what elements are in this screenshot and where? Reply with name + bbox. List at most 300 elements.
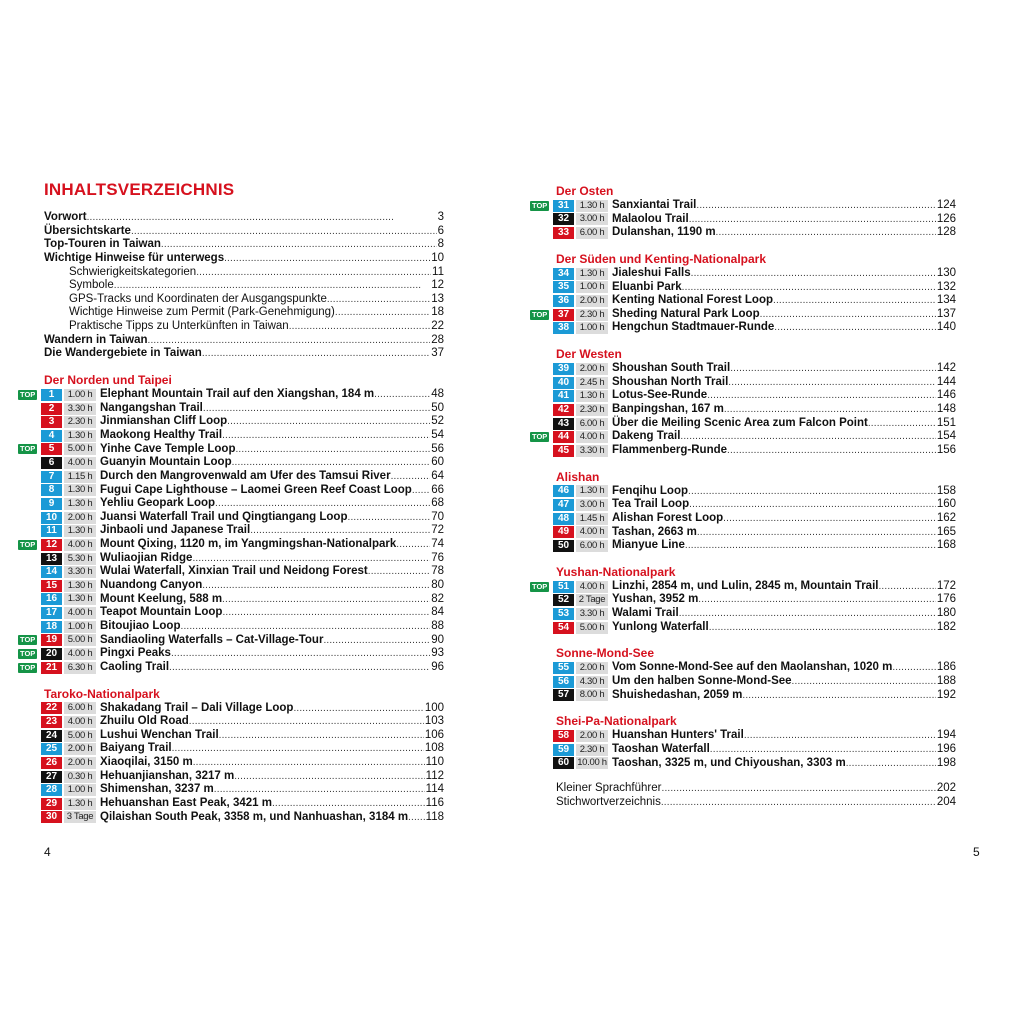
dot-leader: [728, 376, 936, 390]
toc-entry-title: Wichtige Hinweise für unterwegs: [44, 251, 225, 264]
tour-page: 74: [431, 538, 444, 551]
dot-leader: [408, 811, 425, 825]
tour-title: Hengchun Stadtmauer-Runde: [612, 321, 775, 334]
top-slot: [530, 310, 553, 320]
dot-leader: [202, 347, 430, 361]
tour-entry[interactable]: [18, 634, 444, 648]
tour-number-badge: 5: [41, 443, 62, 455]
tour-page: 54: [431, 428, 444, 441]
tour-duration: 1.45 h: [576, 513, 608, 525]
tour-page: 140: [936, 321, 956, 334]
tour-number-badge: 56: [553, 676, 574, 688]
tour-entry[interactable]: [530, 321, 956, 335]
tour-title: Shoushan North Trail: [612, 375, 729, 388]
tour-entry[interactable]: [530, 226, 956, 240]
tour-entry[interactable]: [18, 702, 444, 716]
tour-entry[interactable]: [18, 661, 444, 675]
tour-number-badge: 60: [553, 757, 574, 769]
toc-entry-title: Schwierigkeitskategorien: [69, 265, 197, 278]
tour-entry[interactable]: [18, 797, 444, 811]
tour-entry[interactable]: [18, 620, 444, 634]
tour-duration: 2.00 h: [64, 757, 96, 769]
tour-duration: 4.00 h: [64, 457, 96, 469]
page-number-right: 5: [973, 845, 980, 859]
tour-duration: 1.15 h: [64, 471, 96, 483]
tour-duration: 1.00 h: [64, 621, 96, 633]
tour-page: 198: [936, 756, 956, 769]
toc-entry[interactable]: [530, 796, 956, 810]
tour-title: Maokong Healthy Trail: [100, 428, 223, 441]
dot-leader: [222, 593, 430, 607]
tour-duration: 6.00 h: [576, 418, 608, 430]
dot-leader: [691, 267, 936, 281]
tour-number-badge: 37: [553, 309, 574, 321]
top-badge: TOP: [20, 635, 36, 645]
tour-number-badge: 16: [41, 593, 62, 605]
tour-duration: 3.00 h: [576, 499, 608, 511]
tour-entry[interactable]: [18, 497, 444, 511]
tour-entry[interactable]: [530, 267, 956, 281]
tour-title: Vom Sonne-Mond-See auf den Maolanshan, 1020 m: [612, 661, 893, 674]
tour-entry[interactable]: [530, 593, 956, 607]
dot-leader: [689, 498, 936, 512]
tour-entry[interactable]: [18, 742, 444, 756]
tour-number-badge: 51: [553, 581, 574, 593]
tour-page: 116: [425, 796, 444, 809]
tour-number-badge: 9: [41, 498, 62, 510]
tour-entry[interactable]: [18, 456, 444, 470]
toc-entry-page: 37: [431, 347, 444, 360]
tour-number-badge: 48: [553, 513, 574, 525]
tour-entry[interactable]: [18, 783, 444, 797]
tour-duration: 2.30 h: [576, 404, 608, 416]
tour-page: 108: [424, 742, 444, 755]
toc-entry-title: Übersichtskarte: [44, 224, 131, 237]
top-slot: [18, 444, 41, 454]
tour-entry[interactable]: [18, 470, 444, 484]
tour-page: 72: [431, 524, 444, 537]
tour-entry[interactable]: [530, 498, 956, 512]
tour-entry[interactable]: [18, 443, 444, 457]
tour-title: Caoling Trail: [100, 660, 170, 673]
page-number-left: 4: [44, 845, 51, 859]
tour-page: 148: [936, 403, 956, 416]
tour-entry[interactable]: [530, 308, 956, 322]
region-section: [530, 252, 956, 335]
tour-page: 96: [431, 660, 444, 673]
tour-duration: 2.30 h: [576, 744, 608, 756]
tour-entry[interactable]: [530, 757, 956, 771]
region-section: [18, 687, 444, 825]
toc-entry-page: 6: [437, 224, 444, 237]
tour-title: Mianyue Line: [612, 539, 685, 552]
dot-leader: [235, 443, 430, 457]
tour-page: 142: [936, 362, 956, 375]
tour-title: Bitoujiao Loop: [100, 619, 181, 632]
tour-entry[interactable]: [18, 715, 444, 729]
tour-title: Kenting National Forest Loop: [612, 294, 773, 307]
tour-page: 144: [936, 375, 956, 388]
tour-number-badge: 41: [553, 390, 574, 402]
tour-title: Wuliaojian Ridge: [100, 551, 193, 564]
top-badge: TOP: [20, 662, 36, 672]
tour-duration: 10.00 h: [577, 757, 607, 769]
tour-title: Hehuanjianshan, 3217 m: [100, 769, 235, 782]
tour-number-badge: 42: [553, 404, 574, 416]
tour-number-badge: 2: [41, 403, 62, 415]
toc-entry-title: Kleiner Sprachführer: [556, 782, 662, 795]
tour-title: Shimenshan, 3237 m: [100, 783, 214, 796]
tour-title: Juansi Waterfall Trail und Qingtiangang Loop: [100, 510, 348, 523]
tour-entry[interactable]: [530, 729, 956, 743]
dot-leader: [289, 320, 431, 334]
right-sections: [530, 184, 956, 770]
tour-entry[interactable]: [530, 294, 956, 308]
tour-entry[interactable]: [18, 402, 444, 416]
dot-leader: [250, 524, 430, 538]
tour-title: Fenqihu Loop: [612, 484, 689, 497]
tour-number-badge: 38: [553, 322, 574, 334]
dot-leader: [214, 783, 425, 797]
dot-leader: [846, 757, 936, 771]
tour-title: Walami Trail: [612, 607, 679, 620]
tour-number-badge: 36: [553, 295, 574, 307]
tour-page: 168: [936, 539, 956, 552]
tour-entry[interactable]: [18, 429, 444, 443]
top-slot: [18, 390, 41, 400]
tour-entry[interactable]: [530, 526, 956, 540]
tour-entry[interactable]: [530, 403, 956, 417]
tour-entry[interactable]: [18, 538, 444, 552]
tour-number-badge: 17: [41, 607, 62, 619]
tour-duration: 1.30 h: [64, 498, 96, 510]
tour-number-badge: 52: [553, 594, 574, 606]
tour-number-badge: 6: [41, 457, 62, 469]
tour-duration: 1.00 h: [64, 389, 96, 401]
tour-page: 82: [431, 592, 444, 605]
tour-number-badge: 53: [553, 608, 574, 620]
tour-entry[interactable]: [18, 484, 444, 498]
tour-entry[interactable]: [530, 430, 956, 444]
tour-entry[interactable]: [18, 756, 444, 770]
tour-title: Dulanshan, 1190 m: [612, 226, 716, 239]
toc-entry[interactable]: [18, 334, 444, 348]
tour-entry[interactable]: [18, 388, 444, 402]
top-badge: TOP: [532, 581, 548, 591]
tour-duration: 3.30 h: [576, 608, 608, 620]
tour-entry[interactable]: [18, 770, 444, 784]
tour-duration: 4.00 h: [64, 539, 96, 551]
dot-leader: [161, 238, 437, 252]
tour-duration: 2 Tage: [576, 594, 608, 606]
dot-leader: [215, 497, 430, 511]
toc-entry-title: Top-Touren in Taiwan: [44, 238, 161, 251]
tour-entry[interactable]: [530, 417, 956, 431]
tour-duration: 1.30 h: [64, 580, 96, 592]
tour-title: Xiaoqilai, 3150 m: [100, 756, 193, 769]
dot-leader: [87, 211, 437, 225]
dot-leader: [682, 281, 936, 295]
tour-page: 78: [431, 565, 444, 578]
dot-leader: [222, 429, 430, 443]
tour-number-badge: 19: [41, 634, 62, 646]
region-section: [530, 347, 956, 457]
tour-number-badge: 49: [553, 526, 574, 538]
tour-title: Sheding Natural Park Loop: [612, 307, 760, 320]
tour-number-badge: 59: [553, 744, 574, 756]
toc-entry-title: Die Wandergebiete in Taiwan: [44, 347, 202, 360]
dot-leader: [689, 213, 936, 227]
tour-title: Fugui Cape Lighthouse – Laomei Green Reef Coast Loop: [100, 483, 412, 496]
tour-page: 130: [936, 266, 956, 279]
tour-title: Malaolou Trail: [612, 212, 689, 225]
tour-number-badge: 35: [553, 281, 574, 293]
tour-duration: 3.30 h: [64, 403, 96, 415]
region-heading: Shei-Pa-Nationalpark: [556, 714, 677, 729]
tour-entry[interactable]: [18, 552, 444, 566]
left-column: [18, 211, 444, 836]
tour-page: 64: [431, 469, 444, 482]
tour-page: 103: [424, 715, 444, 728]
tour-title: Tashan, 2663 m: [612, 525, 697, 538]
tour-number-badge: 39: [553, 363, 574, 375]
tour-duration: 6.00 h: [576, 227, 608, 239]
tour-page: 188: [936, 675, 956, 688]
tour-page: 146: [936, 389, 956, 402]
tour-title: Guanyin Mountain Loop: [100, 456, 232, 469]
dot-leader: [760, 308, 936, 322]
tour-number-badge: 27: [41, 771, 62, 783]
toc-entry[interactable]: [18, 293, 444, 307]
top-badge: TOP: [20, 649, 36, 659]
dot-leader: [391, 470, 431, 484]
tour-number-badge: 12: [41, 539, 62, 551]
tour-title: Baiyang Trail: [100, 742, 172, 755]
tour-entry[interactable]: [18, 606, 444, 620]
toc-entry[interactable]: [18, 266, 444, 280]
dot-leader: [219, 729, 424, 743]
tour-duration: 2.00 h: [64, 743, 96, 755]
tour-duration: 2.00 h: [576, 363, 608, 375]
tour-title: Shuishedashan, 2059 m: [612, 688, 743, 701]
dot-leader: [323, 634, 430, 648]
tour-number-badge: 54: [553, 622, 574, 634]
tour-title: Lotus-See-Runde: [612, 389, 708, 402]
top-slot: [18, 649, 41, 659]
dot-leader: [688, 485, 936, 499]
tour-page: 126: [936, 212, 956, 225]
toc-entry-page: 3: [437, 211, 444, 223]
tour-entry[interactable]: [530, 607, 956, 621]
tour-page: 100: [424, 701, 444, 714]
region-heading: Der Süden und Kenting-Nationalpark: [556, 251, 767, 266]
dot-leader: [773, 294, 936, 308]
tour-page: 52: [431, 415, 444, 428]
top-badge: TOP: [20, 444, 36, 454]
tour-title: Yunlong Waterfall: [612, 620, 709, 633]
tour-page: 162: [936, 511, 956, 524]
tour-title: Sanxiantai Trail: [612, 199, 697, 211]
tour-title: Durch den Mangrovenwald am Ufer des Tamsui River: [100, 469, 391, 482]
tour-entry[interactable]: [18, 524, 444, 538]
dot-leader: [724, 403, 936, 417]
toc-entry[interactable]: [18, 225, 444, 239]
tour-entry[interactable]: [530, 580, 956, 594]
dot-leader: [189, 715, 424, 729]
tour-title: Teapot Mountain Loop: [100, 606, 223, 619]
intro-list: [18, 211, 444, 361]
tour-entry[interactable]: [530, 689, 956, 703]
tour-duration: 1.30 h: [64, 798, 96, 810]
tour-entry[interactable]: [530, 213, 956, 227]
tour-entry[interactable]: [18, 811, 444, 825]
appendix-list: [530, 782, 956, 809]
tour-entry[interactable]: [530, 376, 956, 390]
dot-leader: [222, 606, 430, 620]
tour-page: 84: [431, 606, 444, 619]
tour-page: 50: [431, 401, 444, 414]
tour-number-badge: 10: [41, 512, 62, 524]
toc-entry[interactable]: [18, 306, 444, 320]
tour-duration: 3.30 h: [64, 566, 96, 578]
tour-number-badge: 25: [41, 743, 62, 755]
dot-leader: [742, 689, 935, 703]
tour-entry[interactable]: [530, 539, 956, 553]
tour-number-badge: 11: [41, 525, 62, 537]
tour-title: Über die Meiling Scenic Area zum Falcon Point: [612, 416, 868, 429]
tour-entry[interactable]: [18, 565, 444, 579]
tour-number-badge: 20: [41, 648, 62, 660]
region-section: [18, 373, 444, 674]
tour-duration: 1.00 h: [576, 322, 608, 334]
tour-page: 194: [936, 729, 956, 742]
tour-entry[interactable]: [530, 281, 956, 295]
dot-leader: [171, 647, 430, 661]
tour-title: Dakeng Trail: [612, 430, 681, 443]
dot-leader: [710, 743, 936, 757]
toc-entry[interactable]: [18, 211, 444, 225]
region-heading: Der Norden und Taipei: [44, 373, 172, 388]
tour-duration: 3 Tage: [64, 811, 96, 823]
top-slot: [530, 201, 553, 211]
dot-leader: [172, 742, 424, 756]
tour-entry[interactable]: [530, 199, 956, 213]
tour-number-badge: 34: [553, 268, 574, 280]
tour-number-badge: 32: [553, 213, 574, 225]
toc-entry-title: Wandern in Taiwan: [44, 333, 148, 346]
dot-leader: [723, 512, 936, 526]
top-slot: [18, 663, 41, 673]
tour-title: Pingxi Peaks: [100, 647, 171, 660]
tour-duration: 4.00 h: [576, 431, 608, 443]
dot-leader: [709, 621, 936, 635]
tour-entry[interactable]: [530, 362, 956, 376]
tour-page: 128: [936, 226, 956, 239]
tour-entry[interactable]: [18, 647, 444, 661]
tour-duration: 1.30 h: [64, 484, 96, 496]
tour-page: 68: [431, 497, 444, 510]
tour-duration: 5.00 h: [576, 622, 608, 634]
dot-leader: [730, 362, 936, 376]
tour-duration: 4.00 h: [64, 607, 96, 619]
tour-entry[interactable]: [530, 675, 956, 689]
tour-entry[interactable]: [18, 415, 444, 429]
tour-duration: 3.00 h: [576, 213, 608, 225]
tour-duration: 2.00 h: [64, 512, 96, 524]
tour-page: 156: [936, 443, 956, 456]
tour-page: 88: [431, 619, 444, 632]
tour-number-badge: 50: [553, 540, 574, 552]
toc-entry-title: Praktische Tipps zu Unterkünften in Taiwan: [69, 320, 289, 333]
toc-entry[interactable]: [18, 279, 444, 293]
tour-title: Sandiaoling Waterfalls – Cat-Village-Tour: [100, 633, 324, 646]
dot-leader: [679, 607, 936, 621]
tour-entry[interactable]: [530, 444, 956, 458]
dot-leader: [192, 552, 430, 566]
tour-entry[interactable]: [530, 389, 956, 403]
tour-title: Qilaishan South Peak, 3358 m, und Nanhuashan, 3184 m: [100, 810, 409, 823]
toc-entry[interactable]: [530, 782, 956, 796]
tour-title: Alishan Forest Loop: [612, 511, 724, 524]
dot-leader: [368, 565, 430, 579]
tour-title: Lushui Wenchan Trail: [100, 728, 219, 741]
tour-duration: 4.30 h: [576, 676, 608, 688]
tour-number-badge: 31: [553, 200, 574, 212]
toc-entry-title: Symbole: [69, 279, 114, 292]
region-heading: Der Westen: [556, 347, 622, 362]
tour-entry[interactable]: [18, 729, 444, 743]
tour-entry[interactable]: [18, 579, 444, 593]
tour-number-badge: 15: [41, 580, 62, 592]
dot-leader: [193, 756, 425, 770]
tour-number-badge: 33: [553, 227, 574, 239]
tour-title: Jialeshui Falls: [612, 266, 691, 279]
toc-entry[interactable]: [18, 238, 444, 252]
dot-leader: [227, 415, 430, 429]
tour-title: Shoushan South Trail: [612, 362, 731, 375]
toc-entry-title: GPS-Tracks und Koordinaten der Ausgangspunkte: [69, 292, 327, 305]
tour-number-badge: 45: [553, 445, 574, 457]
tour-duration: 1.30 h: [64, 525, 96, 537]
tour-title: Tea Trail Loop: [612, 498, 690, 511]
tour-entry[interactable]: [530, 621, 956, 635]
region-section: [530, 714, 956, 770]
tour-page: 172: [936, 579, 956, 592]
tour-entry[interactable]: [530, 485, 956, 499]
tour-title: Banpingshan, 167 m: [612, 403, 724, 416]
tour-page: 110: [425, 756, 444, 769]
tour-number-badge: 7: [41, 471, 62, 483]
toc-entry[interactable]: [18, 252, 444, 266]
tour-entry[interactable]: [530, 512, 956, 526]
toc-entry-page: 13: [431, 292, 444, 305]
tour-page: 118: [425, 810, 444, 823]
tour-number-badge: 8: [41, 484, 62, 496]
dot-leader: [347, 511, 430, 525]
dot-leader: [892, 661, 936, 675]
tour-number-badge: 58: [553, 730, 574, 742]
tour-entry[interactable]: [530, 661, 956, 675]
tour-duration: 2.00 h: [576, 662, 608, 674]
tour-entry[interactable]: [530, 743, 956, 757]
toc-entry[interactable]: [18, 347, 444, 361]
tour-number-badge: 57: [553, 689, 574, 701]
tour-entry[interactable]: [18, 511, 444, 525]
tour-number-badge: 14: [41, 566, 62, 578]
toc-entry[interactable]: [18, 320, 444, 334]
tour-entry[interactable]: [18, 593, 444, 607]
tour-title: Wulai Waterfall, Xinxian Trail und Neidong Forest: [100, 565, 368, 578]
